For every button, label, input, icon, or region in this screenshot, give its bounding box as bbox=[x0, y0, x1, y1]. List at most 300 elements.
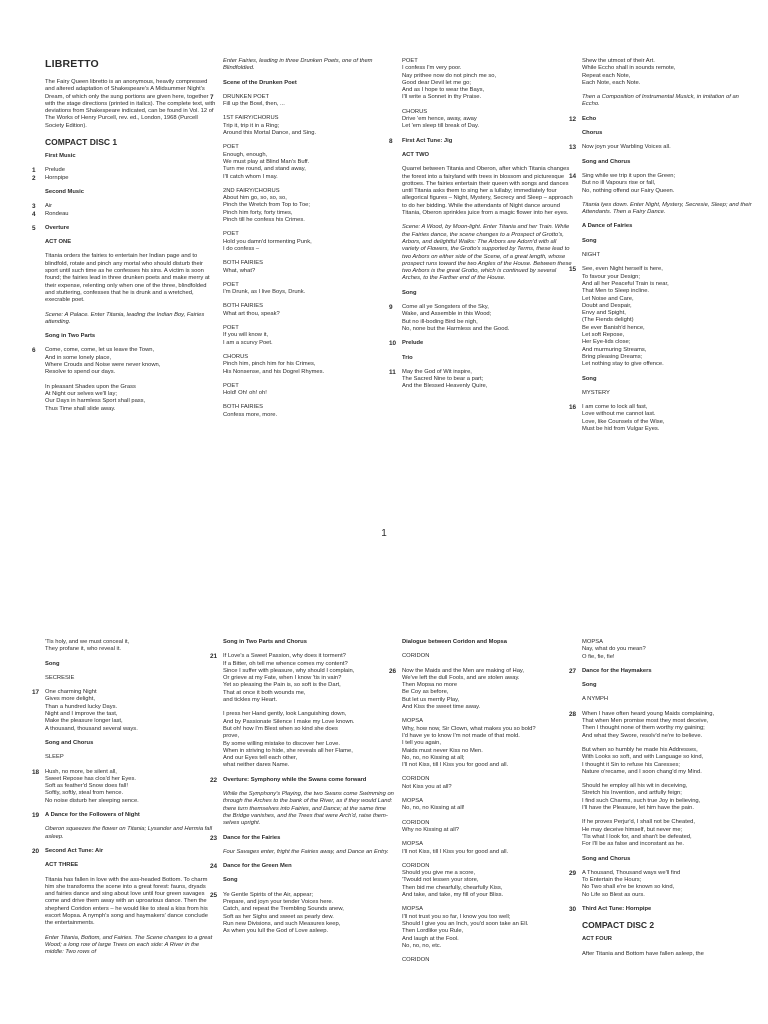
verse-line: Confess more, more. bbox=[223, 411, 278, 418]
section-heading: Song and Chorus bbox=[582, 855, 631, 862]
synopsis-paragraph: Titania has fallen in love with the ass-headed Bottom. To charm him she transforms the scene into a great forest: fauns, dryads and fairies dance and sing about love until four green savages come and drive them away with an uproarious dance. Then the shepherd Coridon enters – he would like to steal a kiss from his escort Mopsa. A nymph's song and haymakers' dance conclude the entertainments. bbox=[45, 876, 209, 927]
synopsis-paragraph: Quarrel between Titania and Oberon, after which Titania changes the forest into a fairyland with trees in blossom and picturesque grottoes. The fairies entertain their queen with songs and dances until Titania asks them to sing her a lullaby; immediately four allegorical figures – Night, Mystery, Secrecy and Sleep – approach to do her bidding. While the attendants of Night dance around Titania, Oberon sprinkles juice from a magic flower into her eyes. bbox=[402, 166, 573, 217]
column-4 bbox=[569, 639, 754, 965]
verse-line: And what they Swore, resolv'd ne're to believe. bbox=[582, 732, 703, 739]
verse-block bbox=[210, 653, 395, 704]
verse-line: Love, like Counsels of the Wise, bbox=[582, 418, 665, 425]
verse-line: POET bbox=[223, 325, 239, 332]
verse-line: I'll write a Sonnet in thy Praise. bbox=[402, 94, 482, 101]
verse-line: If Love's a Sweet Passion, why does it torment? bbox=[223, 653, 346, 660]
verse-line: Then Lordlike you Rule, bbox=[402, 928, 464, 935]
verse-block bbox=[402, 653, 574, 660]
verse-line: Gives more delight, bbox=[45, 696, 95, 703]
verse-line: We've left the dull Fools, and are stolen away. bbox=[402, 674, 520, 681]
track-number: 8 bbox=[389, 137, 393, 145]
track-title: Third Act Tune: Hornpipe bbox=[582, 906, 652, 913]
booklet-page-2 bbox=[0, 627, 768, 1024]
section-heading: Chorus bbox=[582, 130, 603, 137]
verse-line: And murmuring Streams, bbox=[582, 346, 647, 353]
track-entry bbox=[32, 203, 217, 211]
track-number: 3 bbox=[32, 203, 36, 211]
track-entry bbox=[32, 210, 217, 218]
track-number: 27 bbox=[569, 667, 577, 675]
verse-line: And laugh at the Fool. bbox=[402, 935, 459, 942]
verse-line: Not Kiss you at all? bbox=[402, 783, 452, 790]
section-heading: Trio bbox=[402, 354, 413, 361]
verse-line: Hold you damn'd tormenting Punk, bbox=[223, 238, 312, 245]
verse-line: Be Coy as before, bbox=[402, 689, 449, 696]
verse-block bbox=[402, 776, 574, 791]
verse-line: And as I hope to wear the Bays, bbox=[402, 87, 485, 94]
verse-block bbox=[223, 711, 395, 769]
stage-direction: Oberon squeezes the flower on Titania; Lysander and Hermia fall asleep. bbox=[45, 826, 213, 840]
verse-line: But no ill-boding Bird be nigh, bbox=[402, 318, 478, 325]
verse-line: MOPSA bbox=[402, 798, 423, 805]
verse-line: Why, how now, Sir Clown, what makes you so bold? bbox=[402, 725, 536, 732]
verse-line: Nature o'recame, and I soon chang'd my Mind. bbox=[582, 768, 702, 775]
stage-direction: Scene: A Wood, by Moon-light. Enter Titania and her Train. While the Fairies dance, the scene changes to a Prospect of Grotto's, Arbors, and delightful Walks: The Arbors are Adorn'd with all variety of Flowers, the Grotto's supported by Terms, these lead to two Arbors on either side of the Scene, of a great length, whose prospect runs toward the two Angles of the House. Between these two Arbors is the great Grotto, which is continued by several Arches, to the Farther end of the House. bbox=[402, 224, 572, 282]
track-number: 30 bbox=[569, 906, 577, 914]
verse-line: I tell you again, bbox=[402, 740, 441, 747]
synopsis-paragraph: The Fairy Queen libretto is an anonymous, heavily compressed and altered adaptation of Shakespeare's A Midsummer Night's Dream, of which only the sung portions are given here, together with the stage directions (printed in italics). The complete text, with deviations from Shakespeare indicated, can be found in Vol. 12 of The Works of Henry Purcell, rev. ed., London, 1968 (Purcell Society Edition). bbox=[45, 79, 216, 129]
section-heading: Song bbox=[582, 682, 597, 689]
synopsis-paragraph: Titania orders the fairies to entertain her Indian page and to blindfold, rotate and pinch any mortal who should disturb their sport until such time as he confesses his sins. A victim is soon found; the fairies lead in three drunken poets and make merry at their expense, relenting only when one of the three, blindfolded and stuttering, confesses that he is drunk and a wretched, execrable poet. bbox=[45, 253, 210, 304]
verse-line: But let us merrily Play, bbox=[402, 696, 460, 703]
verse-line: They profane it, who reveal it. bbox=[45, 646, 122, 653]
section-heading: Song bbox=[582, 375, 597, 382]
track-number: 7 bbox=[210, 93, 214, 101]
verse-block bbox=[32, 768, 217, 805]
stage-direction: Enter Titania, Bottom, and Fairies. The Scene changes to a great Wood; a long row of large Trees on each side: A River in the middle: Two rows of bbox=[45, 934, 213, 956]
verse-block bbox=[582, 819, 754, 848]
verse-block bbox=[210, 93, 395, 109]
verse-line: That Men to Sleep incline. bbox=[582, 288, 650, 295]
verse-line: Thus Time shall slide away. bbox=[45, 405, 116, 412]
track-number: 24 bbox=[210, 863, 218, 871]
verse-block bbox=[569, 869, 754, 899]
verse-line: Pinch him, pinch him for his Crimes, bbox=[223, 361, 316, 368]
verse-line: MYSTERY bbox=[582, 389, 610, 396]
verse-line: Should he employ all his wit in deceiving, bbox=[582, 783, 688, 790]
verse-line: POET bbox=[223, 231, 239, 238]
verse-line: CORIDON bbox=[402, 653, 430, 660]
verse-line: What art thou, speak? bbox=[223, 310, 280, 317]
verse-line: No Life so Blest as ours. bbox=[582, 891, 645, 898]
stage-direction: Titania lyes down. Enter Night, Mystery, Secresie, Sleep; and their Attendants. Then a Fairy Dance. bbox=[582, 201, 752, 216]
verse-line: I'll not Kiss, till I Kiss you for good and all. bbox=[402, 762, 509, 769]
verse-line: Sweet Repose has clos'd her Eyes. bbox=[45, 775, 137, 782]
verse-line: Pinch till he confess his Crimes. bbox=[223, 217, 305, 224]
section-heading: Song in Two Parts and Chorus bbox=[223, 639, 307, 645]
verse-block bbox=[402, 906, 577, 950]
verse-block bbox=[45, 639, 217, 654]
track-entry bbox=[569, 115, 754, 123]
verse-line: POET bbox=[223, 144, 239, 151]
verse-block bbox=[582, 252, 754, 259]
track-number: 28 bbox=[569, 710, 577, 718]
verse-line: Turn me round, and stand away, bbox=[223, 166, 306, 173]
track-number: 11 bbox=[389, 368, 396, 376]
section-heading: Song bbox=[582, 237, 597, 244]
verse-line: MOPSA bbox=[582, 639, 603, 645]
verse-line: That at once it both wounds me, bbox=[223, 689, 306, 696]
verse-line: SLEEP bbox=[45, 754, 64, 761]
section-heading: Song bbox=[45, 660, 60, 667]
verse-line: I'll have the Pleasure, let him have the pain. bbox=[582, 805, 694, 812]
verse-line: No Two shall e're be known so kind, bbox=[582, 884, 675, 891]
verse-line: And Kiss the sweet time away. bbox=[402, 704, 481, 711]
verse-block bbox=[210, 891, 395, 936]
track-number: 17 bbox=[32, 689, 40, 697]
disc-heading: COMPACT DISC 1 bbox=[45, 137, 118, 148]
verse-line: Our Days in harmless Sport shall pass, bbox=[45, 398, 146, 405]
verse-block bbox=[402, 108, 577, 131]
verse-line: Must be hid from Vulgar Eyes. bbox=[582, 425, 660, 432]
synopsis-paragraph: After Titania and Bottom have fallen asleep, the bbox=[582, 950, 704, 957]
verse-line: CORIDON bbox=[402, 776, 430, 783]
verse-block bbox=[402, 798, 574, 813]
track-entry bbox=[389, 137, 574, 145]
verse-block bbox=[45, 384, 217, 413]
verse-line: SECRESIE bbox=[45, 674, 75, 681]
verse-line: I'll catch whom I may. bbox=[223, 173, 278, 180]
track-number: 14 bbox=[569, 172, 577, 180]
verse-line: A thousand, thousand several ways. bbox=[45, 725, 138, 732]
verse-line: MOPSA bbox=[402, 718, 423, 725]
verse-line: Sing while we trip it upon the Green; bbox=[582, 172, 676, 179]
track-entry bbox=[210, 834, 395, 842]
verse-line: Her Eye-lids close; bbox=[582, 339, 631, 346]
verse-line: I confess I'm very poor. bbox=[402, 65, 462, 72]
verse-block bbox=[45, 675, 217, 682]
verse-block bbox=[569, 710, 754, 740]
verse-line: Or grieve at my Fate, when I know 'tis in vain? bbox=[223, 675, 342, 682]
column-1 bbox=[32, 639, 217, 964]
verse-line: May the God of Wit inspire, bbox=[402, 368, 472, 375]
verse-block bbox=[402, 841, 574, 856]
verse-line: At Night our selves we'll lay; bbox=[45, 390, 117, 397]
verse-line: No, no, no, etc. bbox=[402, 942, 442, 949]
track-number: 18 bbox=[32, 768, 40, 776]
section-heading: Dialogue between Coridon and Mopsa bbox=[402, 639, 507, 645]
section-heading: ACT TWO bbox=[402, 151, 430, 158]
verse-line: In pleasant Shades upon the Grass bbox=[45, 383, 136, 390]
section-heading: Second Music bbox=[45, 188, 84, 195]
verse-line: About him go, so, so, so, bbox=[223, 195, 287, 202]
verse-block bbox=[45, 754, 217, 761]
column-1 bbox=[32, 58, 217, 420]
section-heading: Scene of the Drunken Poet bbox=[223, 79, 297, 86]
verse-block bbox=[582, 747, 754, 776]
track-number: 4 bbox=[32, 210, 36, 218]
track-title: Prelude bbox=[402, 340, 424, 347]
verse-line: I press her Hand gently, look Languishing down, bbox=[223, 711, 347, 718]
verse-line: I am come to lock all fast, bbox=[582, 404, 648, 411]
verse-block bbox=[223, 282, 395, 297]
section-heading: A Dance of Fairies bbox=[582, 223, 633, 230]
verse-line: Then Mopsa no more bbox=[402, 682, 458, 689]
verse-line: If you will know it, bbox=[223, 332, 269, 339]
track-title: Hornpipe bbox=[45, 174, 69, 181]
verse-line: And all her Peaceful Train is near, bbox=[582, 280, 669, 287]
track-title: Air bbox=[45, 203, 53, 210]
track-entry bbox=[210, 863, 395, 871]
verse-line: Fill up the Bowl, then, ... bbox=[223, 101, 285, 108]
verse-line: DRUNKEN POET bbox=[223, 93, 270, 100]
verse-line: I'm Drunk, as I live Boys, Drunk. bbox=[223, 289, 306, 296]
track-number: 21 bbox=[210, 653, 218, 661]
verse-block bbox=[223, 404, 395, 419]
track-number: 1 bbox=[32, 167, 36, 175]
verse-line: Come, come, come, let us leave the Town, bbox=[45, 347, 155, 354]
verse-block bbox=[569, 404, 754, 433]
verse-line: Hold! Oh! oh! oh! bbox=[223, 390, 267, 397]
verse-line: Let soft Repose, bbox=[582, 332, 625, 339]
verse-block bbox=[223, 115, 395, 137]
verse-line: Repeat each Note, bbox=[582, 72, 631, 79]
verse-line: Then bid me chearfully, chearfully Kiss, bbox=[402, 884, 503, 891]
track-number: 20 bbox=[32, 847, 40, 855]
verse-block bbox=[32, 689, 217, 733]
track-title: A Dance for the Followers of Night bbox=[45, 812, 140, 819]
verse-line: CORIDON bbox=[402, 957, 430, 964]
track-number: 25 bbox=[210, 891, 218, 899]
verse-block bbox=[582, 58, 754, 87]
verse-line: But oh! how I'm Blest when so kind she does bbox=[223, 725, 338, 732]
verse-line: Softly, softly, steal from hence. bbox=[45, 790, 124, 797]
verse-line: Should I give you an Inch, you'd soon take an Ell. bbox=[402, 920, 529, 927]
verse-line: And the Blessed Heavenly Quire, bbox=[402, 383, 488, 390]
verse-line: His Nonsense, and his Dogrel Rhymes. bbox=[223, 368, 325, 375]
verse-line: (The Fiends delight) bbox=[582, 317, 634, 324]
verse-line: Let Noise and Care, bbox=[582, 295, 634, 302]
verse-line: When in striving to hide, she reveals all her Flame, bbox=[223, 747, 353, 754]
verse-line: As when you lull the God of Love asleep. bbox=[223, 928, 329, 935]
column-2 bbox=[210, 639, 395, 943]
verse-line: Where Crouds and Noise were never known, bbox=[45, 362, 161, 369]
section-heading: Song bbox=[402, 289, 417, 296]
verse-line: What, what? bbox=[223, 267, 256, 274]
verse-block bbox=[569, 172, 754, 195]
verse-line: CORIDON bbox=[402, 862, 430, 869]
track-title: Echo bbox=[582, 115, 597, 122]
verse-line: and tickles my Heart. bbox=[223, 697, 278, 704]
verse-line: If he proves Perjur'd, I shall not be Cheated, bbox=[582, 819, 695, 826]
verse-block bbox=[389, 304, 574, 333]
track-entry bbox=[32, 174, 217, 182]
verse-line: One charming Night bbox=[45, 689, 97, 696]
verse-line: Love without me cannot last. bbox=[582, 411, 656, 418]
verse-block bbox=[223, 303, 395, 318]
verse-line: And take, and take, my fill of your Bliss. bbox=[402, 892, 504, 899]
track-title: First Act Tune: Jig bbox=[402, 137, 453, 144]
verse-line: No, no, no Kissing at all; bbox=[402, 754, 465, 761]
verse-line: No, no, no Kissing at all! bbox=[402, 805, 465, 812]
verse-block bbox=[402, 957, 574, 964]
verse-line: prove, bbox=[223, 733, 240, 740]
verse-line: Be ever Banish'd hence, bbox=[582, 324, 645, 331]
verse-line: Since I suffer with pleasure, why should I complain, bbox=[223, 667, 355, 674]
verse-line: If a Bitter, oh tell me whence comes my content? bbox=[223, 660, 348, 667]
track-number: 5 bbox=[32, 224, 36, 232]
verse-line: Catch, and repeat the Trembling Sounds anew, bbox=[223, 906, 344, 913]
verse-line: We must play at Blind Man's Buff. bbox=[223, 158, 310, 165]
verse-line: I'll not trust you so far, I know you too well; bbox=[402, 913, 511, 920]
section-heading: Song in Two Parts bbox=[45, 333, 96, 340]
column-3 bbox=[389, 639, 577, 971]
verse-line: I do confess – bbox=[223, 245, 260, 252]
verse-line: CHORUS bbox=[402, 108, 428, 115]
section-heading: Song and Chorus bbox=[45, 739, 94, 746]
track-entry bbox=[32, 224, 217, 232]
stage-direction: Four Savages enter, fright the Fairies away, and Dance an Entry. bbox=[223, 848, 389, 855]
track-number: 12 bbox=[569, 115, 577, 123]
verse-block bbox=[569, 144, 754, 152]
verse-line: I thought it Sin to refuse his Caresses; bbox=[582, 761, 680, 768]
verse-line: MOPSA bbox=[402, 906, 423, 913]
verse-line: BOTH FAIRIES bbox=[223, 404, 263, 411]
verse-line: 'Twould not lessen your store, bbox=[402, 877, 479, 884]
verse-line: While Eccho shall in sounds remote, bbox=[582, 65, 676, 72]
track-number: 16 bbox=[569, 404, 577, 412]
verse-line: I find such Charms, such true Joy in believing, bbox=[582, 797, 701, 804]
verse-line: Now joyn your Warbling Voices all. bbox=[582, 144, 671, 151]
track-title: Dance for the Haymakers bbox=[582, 667, 652, 674]
track-entry bbox=[389, 340, 574, 348]
verse-line: A NYMPH bbox=[582, 696, 609, 703]
verse-block bbox=[389, 368, 574, 391]
verse-line: Good dear Devil let me go; bbox=[402, 79, 471, 86]
stage-direction: Then a Composition of Instrumental Musick, in imitation of an Eccho. bbox=[582, 94, 739, 108]
verse-line: No, nothing offend our Fairy Queen. bbox=[582, 187, 675, 194]
verse-line: Let 'em sleep till break of Day. bbox=[402, 123, 480, 130]
column-2 bbox=[210, 58, 395, 426]
track-number: 9 bbox=[389, 304, 393, 312]
section-heading: Song bbox=[223, 877, 238, 884]
verse-line: Shew the utmost of their Art. bbox=[582, 58, 655, 64]
track-number: 2 bbox=[32, 174, 36, 182]
verse-block bbox=[402, 718, 574, 769]
track-entry bbox=[32, 812, 217, 820]
verse-line: Nay prithee now do not pinch me so, bbox=[402, 72, 497, 79]
track-number: 10 bbox=[389, 340, 397, 348]
verse-line: See, even Night herself is here, bbox=[582, 266, 663, 273]
verse-line: He may deceive himself, but never me; bbox=[582, 826, 683, 833]
verse-line: NIGHT bbox=[582, 252, 601, 259]
verse-line: 2ND FAIRY/CHORUS bbox=[223, 187, 280, 194]
page-number: 1 bbox=[381, 528, 387, 539]
verse-block bbox=[389, 667, 577, 712]
verse-line: Envy and Spight, bbox=[582, 310, 626, 317]
verse-line: For I'll be as false and inconstant as he. bbox=[582, 841, 684, 848]
disc-heading: COMPACT DISC 2 bbox=[582, 920, 655, 931]
verse-line: Make the pleasure longer last, bbox=[45, 718, 123, 725]
stage-direction: Enter Fairies, leading in three Drunken Poets, one of them Blindfoldied. bbox=[223, 58, 373, 72]
verse-line: Yet so pleasing the Pain is, so soft is the Dart, bbox=[223, 682, 341, 689]
verse-line: 'Tis what I look for, and shan't be defeated, bbox=[582, 833, 692, 840]
verse-line: But no ill Vapours rise or fall, bbox=[582, 180, 656, 187]
track-number: 15 bbox=[569, 266, 577, 274]
verse-block bbox=[582, 783, 754, 812]
verse-line: Around this Mortal Dance, and Sing. bbox=[223, 130, 317, 137]
verse-block bbox=[582, 696, 754, 703]
verse-line: Night and I improve the tast, bbox=[45, 711, 118, 718]
track-entry bbox=[569, 906, 754, 914]
verse-line: Stretch his Invention, and artfully feign; bbox=[582, 790, 682, 797]
section-title: LIBRETTO bbox=[45, 58, 99, 70]
track-title: Dance for the Green Men bbox=[223, 863, 292, 870]
verse-line: Maids must never Kiss no Men. bbox=[402, 747, 483, 754]
verse-line: And our Eyes tell each other, bbox=[223, 755, 298, 762]
verse-line: Hush, no more, be silent all, bbox=[45, 768, 117, 775]
track-title: Rondeau bbox=[45, 210, 69, 217]
section-heading: Song and Chorus bbox=[582, 158, 631, 165]
stage-direction: While the Symphony's Playing, the two Swans come Swimming on through the Arches to the bank of the River, as if they would Land: there turn themselves into Fairies, and Dance; at the same time the Bridge vanishes, and the Trees that were Arch'd, raise them-selves upright. bbox=[223, 791, 394, 827]
verse-line: Bring pleasing Dreams; bbox=[582, 353, 643, 360]
verse-line: what neither dares Name. bbox=[223, 762, 290, 769]
stage-direction: Scene: A Palace. Enter Titania, leading the Indian Boy, Fairies attending. bbox=[45, 311, 205, 325]
verse-line: A Thousand, Thousand ways we'll find bbox=[582, 869, 681, 876]
verse-line: To favour your Design; bbox=[582, 273, 640, 280]
verse-block bbox=[32, 347, 217, 376]
verse-line: Now the Maids and the Men are making of Hay, bbox=[402, 667, 525, 674]
track-title: Overture: Symphony while the Swans come forward bbox=[223, 776, 367, 783]
verse-line: Soft as her Sighs and sweet as pearly dew. bbox=[223, 913, 334, 920]
verse-line: Wake, and Assemble in this Wood; bbox=[402, 311, 492, 318]
verse-line: Let nothing stay to give offence. bbox=[582, 361, 664, 368]
track-number: 6 bbox=[32, 347, 36, 355]
verse-block bbox=[223, 231, 395, 253]
verse-line: I'll not Kiss, till I Kiss you for good and all. bbox=[402, 848, 509, 855]
verse-line: Soft as feather'd Snow does fall! bbox=[45, 783, 128, 790]
verse-line: Then I thought none of them worthy my gaining; bbox=[582, 725, 705, 732]
verse-line: No noise disturb her sleeping sence. bbox=[45, 797, 139, 804]
track-number: 26 bbox=[389, 667, 397, 675]
verse-line: But when so humbly he made his Addresses, bbox=[582, 746, 698, 753]
verse-line: BOTH FAIRIES bbox=[223, 303, 263, 310]
track-number: 29 bbox=[569, 869, 577, 877]
verse-block bbox=[223, 144, 395, 180]
track-title: Dance for the Fairies bbox=[223, 834, 281, 841]
verse-line: By some willing mistake to discover her Love. bbox=[223, 740, 340, 747]
verse-line: Drive 'em hence, away, away bbox=[402, 116, 477, 123]
section-heading: First Music bbox=[45, 153, 76, 160]
verse-line: POET bbox=[402, 58, 418, 64]
verse-line: CHORUS bbox=[223, 353, 249, 360]
verse-block bbox=[223, 354, 395, 376]
section-heading: ACT ONE bbox=[45, 239, 72, 246]
track-number: 22 bbox=[210, 776, 218, 784]
track-title: Second Act Tune: Air bbox=[45, 847, 104, 854]
verse-line: BOTH FAIRIES bbox=[223, 260, 263, 267]
verse-block bbox=[582, 639, 754, 661]
verse-line: Why no Kissing at all? bbox=[402, 826, 460, 833]
track-entry bbox=[32, 847, 217, 855]
verse-line: Resolve to spend our days. bbox=[45, 369, 116, 376]
track-title: Prelude bbox=[45, 167, 65, 174]
verse-block bbox=[402, 862, 577, 899]
verse-line: Should you give me a score, bbox=[402, 870, 476, 877]
verse-block bbox=[223, 188, 395, 224]
verse-line: Pinch him forty, forty times, bbox=[223, 209, 293, 216]
verse-line: The Sacred Nine to bear a part; bbox=[402, 376, 484, 383]
verse-line: That when Men promise most they most deceive, bbox=[582, 718, 709, 725]
verse-block bbox=[402, 820, 574, 835]
verse-block bbox=[582, 390, 754, 397]
verse-line: Ye Gentle Spirits of the Air, appear; bbox=[223, 891, 314, 898]
column-4 bbox=[569, 58, 754, 440]
track-entry bbox=[210, 776, 395, 784]
